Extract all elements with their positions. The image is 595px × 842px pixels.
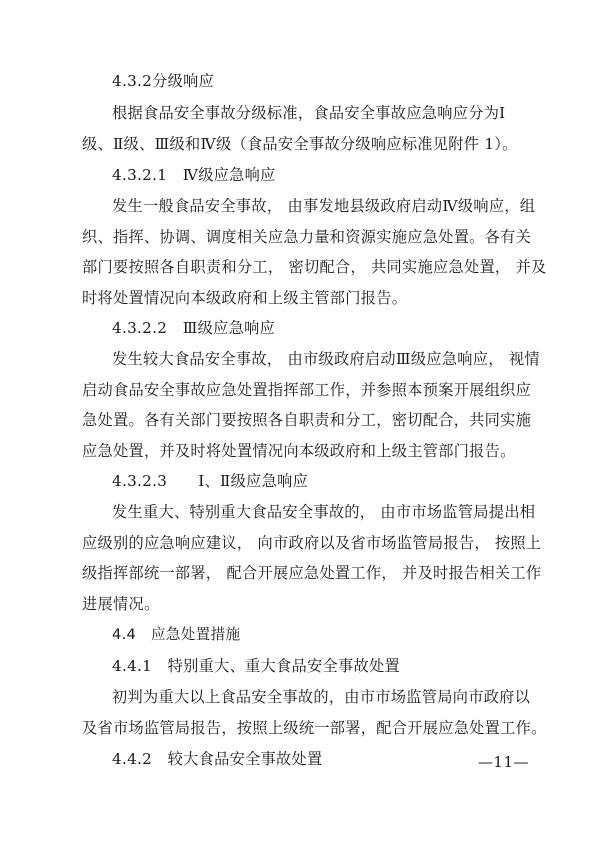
paragraph-line: 织、指挥、协调、调度相关应急力量和资源实施应急处置。各有关: [82, 227, 532, 246]
heading-4-3-2-2: 4.3.2.2 Ⅲ级应急响应: [112, 319, 276, 337]
heading-4-4-1: 4.4.1 特别重大、重大食品安全事故处置: [112, 657, 400, 675]
paragraph-line: 级指挥部统一部署， 配合开展应急处置工作， 并及时报告相关工作: [82, 564, 542, 582]
heading-4-3-2: 4.3.2分级响应: [112, 72, 215, 90]
paragraph-level-iv: [82, 191, 547, 313]
heading-4-3-2-1: 4.3.2.1 Ⅳ级应急响应: [112, 166, 276, 184]
paragraph-line: 级、Ⅱ级、Ⅲ级和Ⅳ级（食品安全事故分级响应标准见附件 1）。: [82, 134, 518, 153]
paragraph-line: 部门要按照各自职责和分工， 密切配合， 共同实施应急处置， 并及: [82, 258, 547, 276]
paragraph-line: 及省市场监管局报告，按照上级统一部署，配合开展应急处置工作。: [82, 718, 547, 737]
paragraph-line: 应急处置，并及时将处置情况向本级政府和上级主管部门报告。: [82, 441, 516, 460]
paragraph-major-incident: [82, 682, 547, 743]
paragraph-level-i-ii: [82, 497, 542, 619]
paragraph-line: 急处置。各有关部门要按照各自职责和分工，密切配合，共同实施: [82, 411, 532, 429]
heading-4-4-2: 4.4.2 较大食品安全事故处置: [112, 750, 323, 768]
paragraph-line: 启动食品安全事故应急处置指挥部工作，并参照本预案开展组织应: [82, 380, 532, 399]
paragraph-level-iii: [82, 344, 540, 466]
heading-4-3-2-3: 4.3.2.3 Ⅰ、Ⅱ级应急响应: [112, 472, 309, 490]
paragraph-line: 发生一般食品安全事故， 由事发地县级政府启动Ⅳ级响应，组: [112, 197, 536, 215]
paragraph-line: 进展情况。: [82, 594, 160, 613]
paragraph-line: 发生较大食品安全事故， 由市级政府启动Ⅲ级应急响应， 视情: [112, 350, 540, 368]
paragraph-grading-standard: [82, 98, 522, 159]
heading-4-4: 4.4 应急处置措施: [112, 626, 241, 643]
paragraph-line: 根据食品安全事故分级标准，食品安全事故应急响应分为Ⅰ: [112, 104, 506, 122]
paragraph-line: 应级别的应急响应建议， 向市政府以及省市场监管局报告， 按照上: [82, 533, 542, 552]
paragraph-line: 时将处置情况向本级政府和上级主管部门报告。: [82, 288, 408, 307]
paragraph-line: 发生重大、特别重大食品安全事故的， 由市市场监管局提出相: [112, 503, 536, 521]
paragraph-line: 初判为重大以上食品安全事故的，由市市场监管局向市政府以: [112, 688, 531, 706]
page-number: —11—: [477, 753, 529, 771]
